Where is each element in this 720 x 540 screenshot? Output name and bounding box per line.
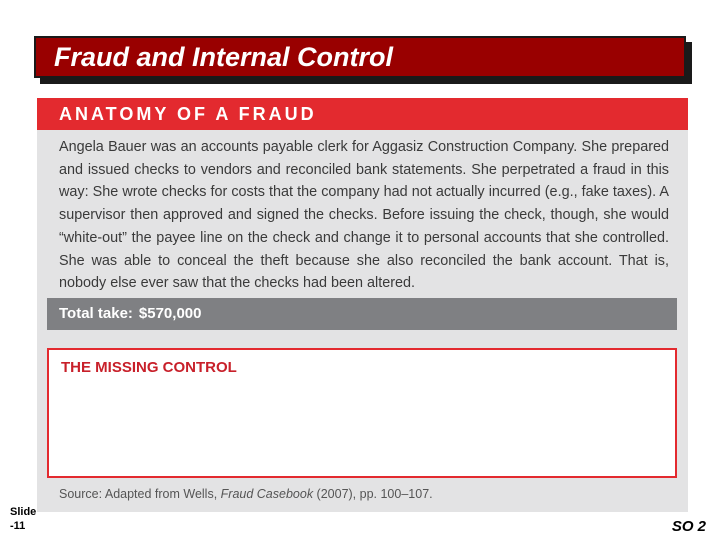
study-objective-label: SO 2 xyxy=(671,518,706,535)
fraud-story-text: Angela Bauer was an accounts payable clerk for Aggasiz Construction Company. She prepared and issued checks to vendors and reconciled bank statements. She perpetrated a fraud in this way: She wrote checks for costs that the company had not actually incurred (e.g., fake taxes). A supervisor then approved and signed the checks. Before issuing the check, though, she would “white-out” the payee line on the check and change it to personal accounts that she controlled. She was able to conceal the theft because she also reconciled the bank account. That is, nobody else ever saw that the checks had been altered. xyxy=(59,139,669,292)
source-suffix: (2007), pp. 100–107. xyxy=(313,487,433,501)
panel-header-title: ANATOMY OF A FRAUD xyxy=(59,104,317,124)
slide-number-label xyxy=(10,505,36,533)
total-take-label: Total take: xyxy=(59,305,133,322)
total-take-bar xyxy=(47,298,677,330)
total-take xyxy=(59,305,201,322)
slide-title-bar xyxy=(34,36,686,78)
source-prefix: Source: Adapted from Wells, xyxy=(59,487,221,501)
total-take-amount: $570,000 xyxy=(138,305,202,322)
slide-title: Fraud and Internal Control xyxy=(54,42,394,72)
panel-header xyxy=(37,98,688,130)
source-citation xyxy=(59,487,433,501)
source-book-title: Fraud Casebook xyxy=(220,487,314,501)
missing-control-title: THE MISSING CONTROL xyxy=(61,359,237,376)
slide-label-line1: Slide xyxy=(10,506,37,518)
slide-label-line2: -11 xyxy=(10,520,26,532)
anatomy-of-fraud-panel xyxy=(37,98,688,512)
missing-control-box xyxy=(47,348,677,478)
